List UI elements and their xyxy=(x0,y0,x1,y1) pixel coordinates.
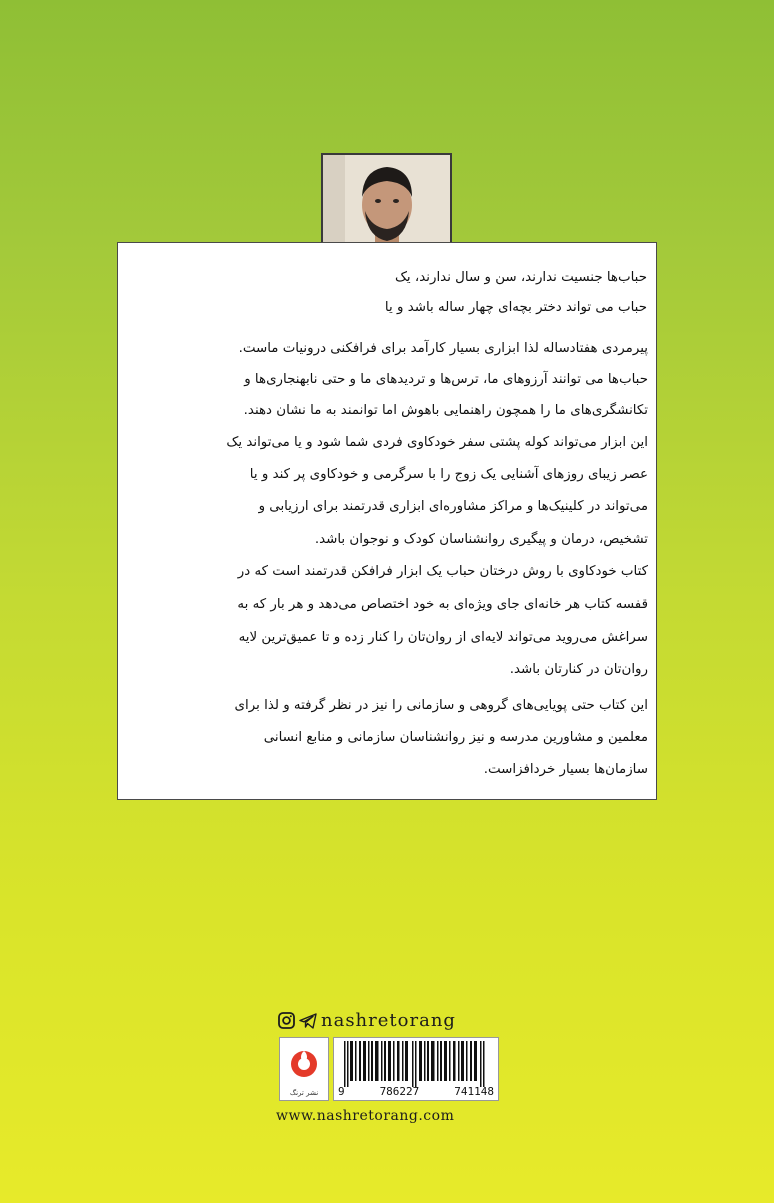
publisher-emblem-icon xyxy=(280,1042,328,1090)
social-links xyxy=(277,1010,456,1031)
text-line: قفسه کتاب هر خانه‌ای جای ویژه‌ای به خود اختصاص می‌دهد و هر بار که به xyxy=(237,597,648,612)
isbn-barcode xyxy=(333,1037,499,1101)
social-handle: nashretorang xyxy=(321,1010,456,1031)
text-line: حباب‌ها می توانند آرزوهای ما، ترس‌ها و تردیدهای ما و حتی نابهنجاری‌ها و xyxy=(244,372,648,387)
isbn-digit-group: 741148 xyxy=(454,1085,494,1098)
text-line: می‌تواند در کلینیک‌ها و مراکز مشاوره‌ای ابزاری قدرتمند برای ارزیابی و xyxy=(258,499,648,514)
text-line: روان‌تان در کنارتان باشد. xyxy=(509,662,648,677)
barcode-bars xyxy=(334,1041,498,1087)
publisher-logo xyxy=(279,1037,329,1101)
isbn-digit-group: 786227 xyxy=(379,1085,420,1098)
instagram-icon[interactable] xyxy=(277,1012,295,1030)
text-line: حباب‌ها جنسیت ندارند، سن و سال ندارند، یک xyxy=(394,270,647,285)
isbn-digits xyxy=(338,1085,494,1098)
text-line: سراغش می‌روید می‌تواند لایه‌ای از روان‌تان را کنار زده و تا عمیق‌ترین لایه xyxy=(238,630,648,645)
description-box xyxy=(117,242,657,800)
text-line: معلمین و مشاورین مدرسه و نیز روانشناسان سازمانی و منابع انسانی xyxy=(263,730,648,745)
text-line: تکانشگری‌های ما را همچون راهنمایی باهوش اما توانمند به ما نشان دهند. xyxy=(243,403,648,418)
text-line: سازمان‌ها بسیار خردافزاست. xyxy=(483,762,648,777)
text-line: این ابزار می‌تواند کوله پشتی سفر خودکاوی فردی شما شود و یا می‌تواند یک xyxy=(226,435,648,450)
text-line: تشخیص، درمان و پیگیری روانشناسان کودک و نوجوان باشد. xyxy=(314,532,648,547)
text-line: پیرمردی هفتادساله لذا ابزاری بسیار کارآمد برای فرافکنی درونیات ماست. xyxy=(238,341,648,356)
publisher-logo-text: نشر ترنگ xyxy=(289,1089,319,1097)
text-line: این کتاب حتی پویایی‌های گروهی و سازمانی را نیز در نظر گرفته و لذا برای xyxy=(234,698,648,713)
telegram-icon[interactable] xyxy=(299,1012,317,1030)
text-line: عصر زیبای روزهای آشنایی یک زوج را با سرگرمی و خودکاوی پر کند و یا xyxy=(249,467,648,482)
publisher-website[interactable]: www.nashretorang.com xyxy=(276,1108,455,1124)
text-line: حباب می تواند دختر بچه‌ای چهار ساله باشد و یا xyxy=(384,300,647,315)
text-line: کتاب خودکاوی با روش درختان حباب یک ابزار فرافکن قدرتمند است که در xyxy=(237,564,648,579)
isbn-digit-group: 9 xyxy=(338,1085,345,1098)
